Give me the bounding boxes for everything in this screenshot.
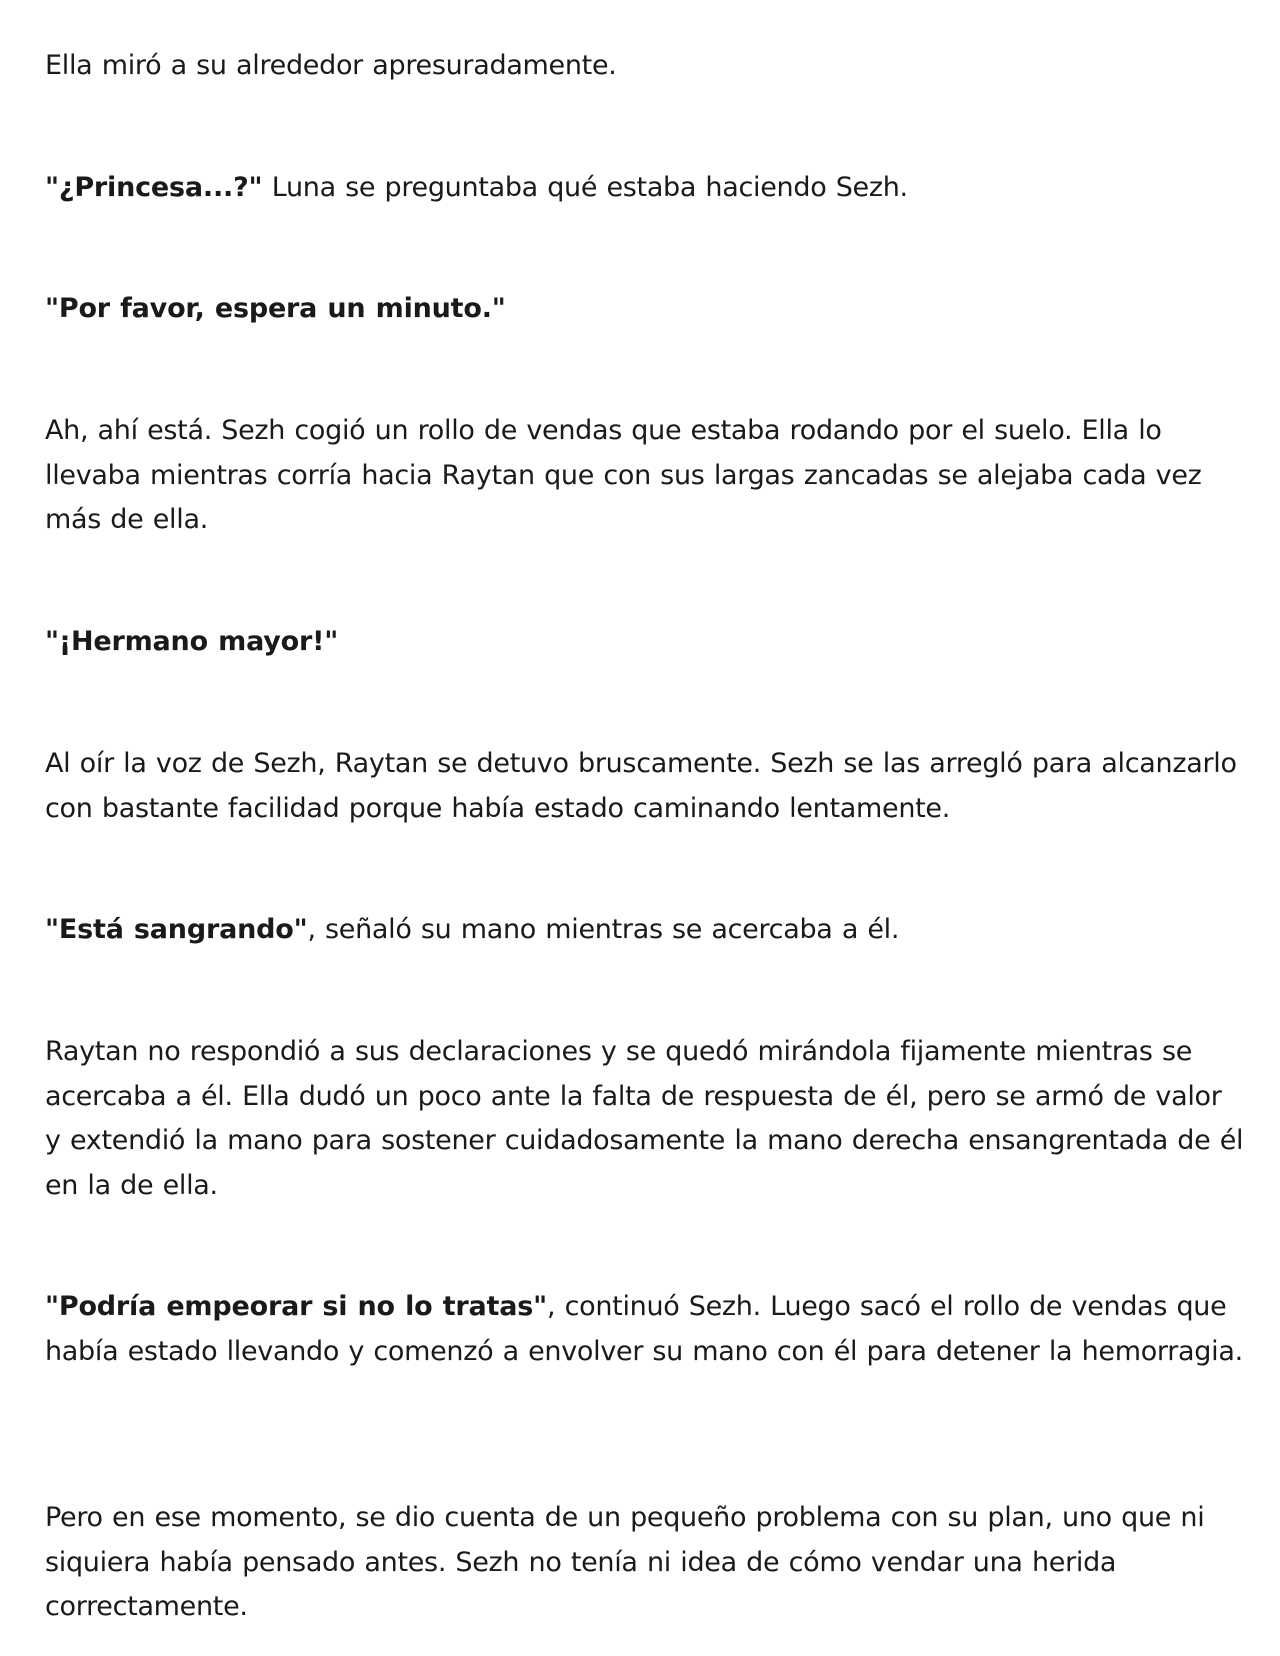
paragraph-3: [45, 287, 1245, 332]
paragraph-2-dialogue: "¿Princesa...?": [45, 172, 263, 203]
paragraph-8: [45, 1030, 1245, 1208]
paragraph-2: [45, 166, 1245, 211]
paragraph-7-dialogue: "Está sangrando": [45, 914, 308, 945]
paragraph-5: [45, 620, 1245, 665]
paragraph-9-dialogue: "Podría empeorar si no lo tratas": [45, 1291, 548, 1322]
paragraph-9-text: , continuó Sezh. Luego sacó el rollo de vendas que había estado llevando y comenzó a envolver su mano con él para detener la hemorragia.: [45, 1291, 1243, 1367]
paragraph-10-text: Pero en ese momento, se dio cuenta de un pequeño problema con su plan, uno que ni siquiera había pensado antes. Sezh no tenía ni idea de cómo vendar una herida correctamente.: [45, 1502, 1205, 1622]
paragraph-6: [45, 742, 1245, 831]
paragraph-7-text: , señaló su mano mientras se acercaba a él.: [307, 914, 900, 945]
paragraph-3-dialogue: "Por favor, espera un minuto.": [45, 293, 506, 324]
paragraph-5-dialogue: "¡Hermano mayor!": [45, 626, 339, 657]
paragraph-2-text: Luna se preguntaba qué estaba haciendo Sezh.: [262, 172, 908, 203]
paragraph-6-text: Al oír la voz de Sezh, Raytan se detuvo bruscamente. Sezh se las arregló para alcanzarlo con bastante facilidad porque había estado caminando lentamente.: [45, 748, 1237, 824]
paragraph-4: [45, 409, 1245, 543]
paragraph-4-text: Ah, ahí está. Sezh cogió un rollo de vendas que estaba rodando por el suelo. Ella lo llevaba mientras corría hacia Raytan que con sus largas zancadas se alejaba cada vez más de ella.: [45, 415, 1202, 535]
paragraph-1: [45, 44, 1245, 89]
paragraph-9: [45, 1285, 1245, 1374]
paragraph-7: [45, 908, 1245, 953]
paragraph-8-text: Raytan no respondió a sus declaraciones y se quedó mirándola fijamente mientras se acercaba a él. Ella dudó un poco ante la falta de respuesta de él, pero se armó de valor y extendió la mano para sostener cuidadosamente la mano derecha ensangrentada de él en la de ella.: [45, 1036, 1244, 1201]
paragraph-10: [45, 1496, 1245, 1630]
paragraph-1-text: Ella miró a su alrededor apresuradamente.: [45, 50, 617, 81]
